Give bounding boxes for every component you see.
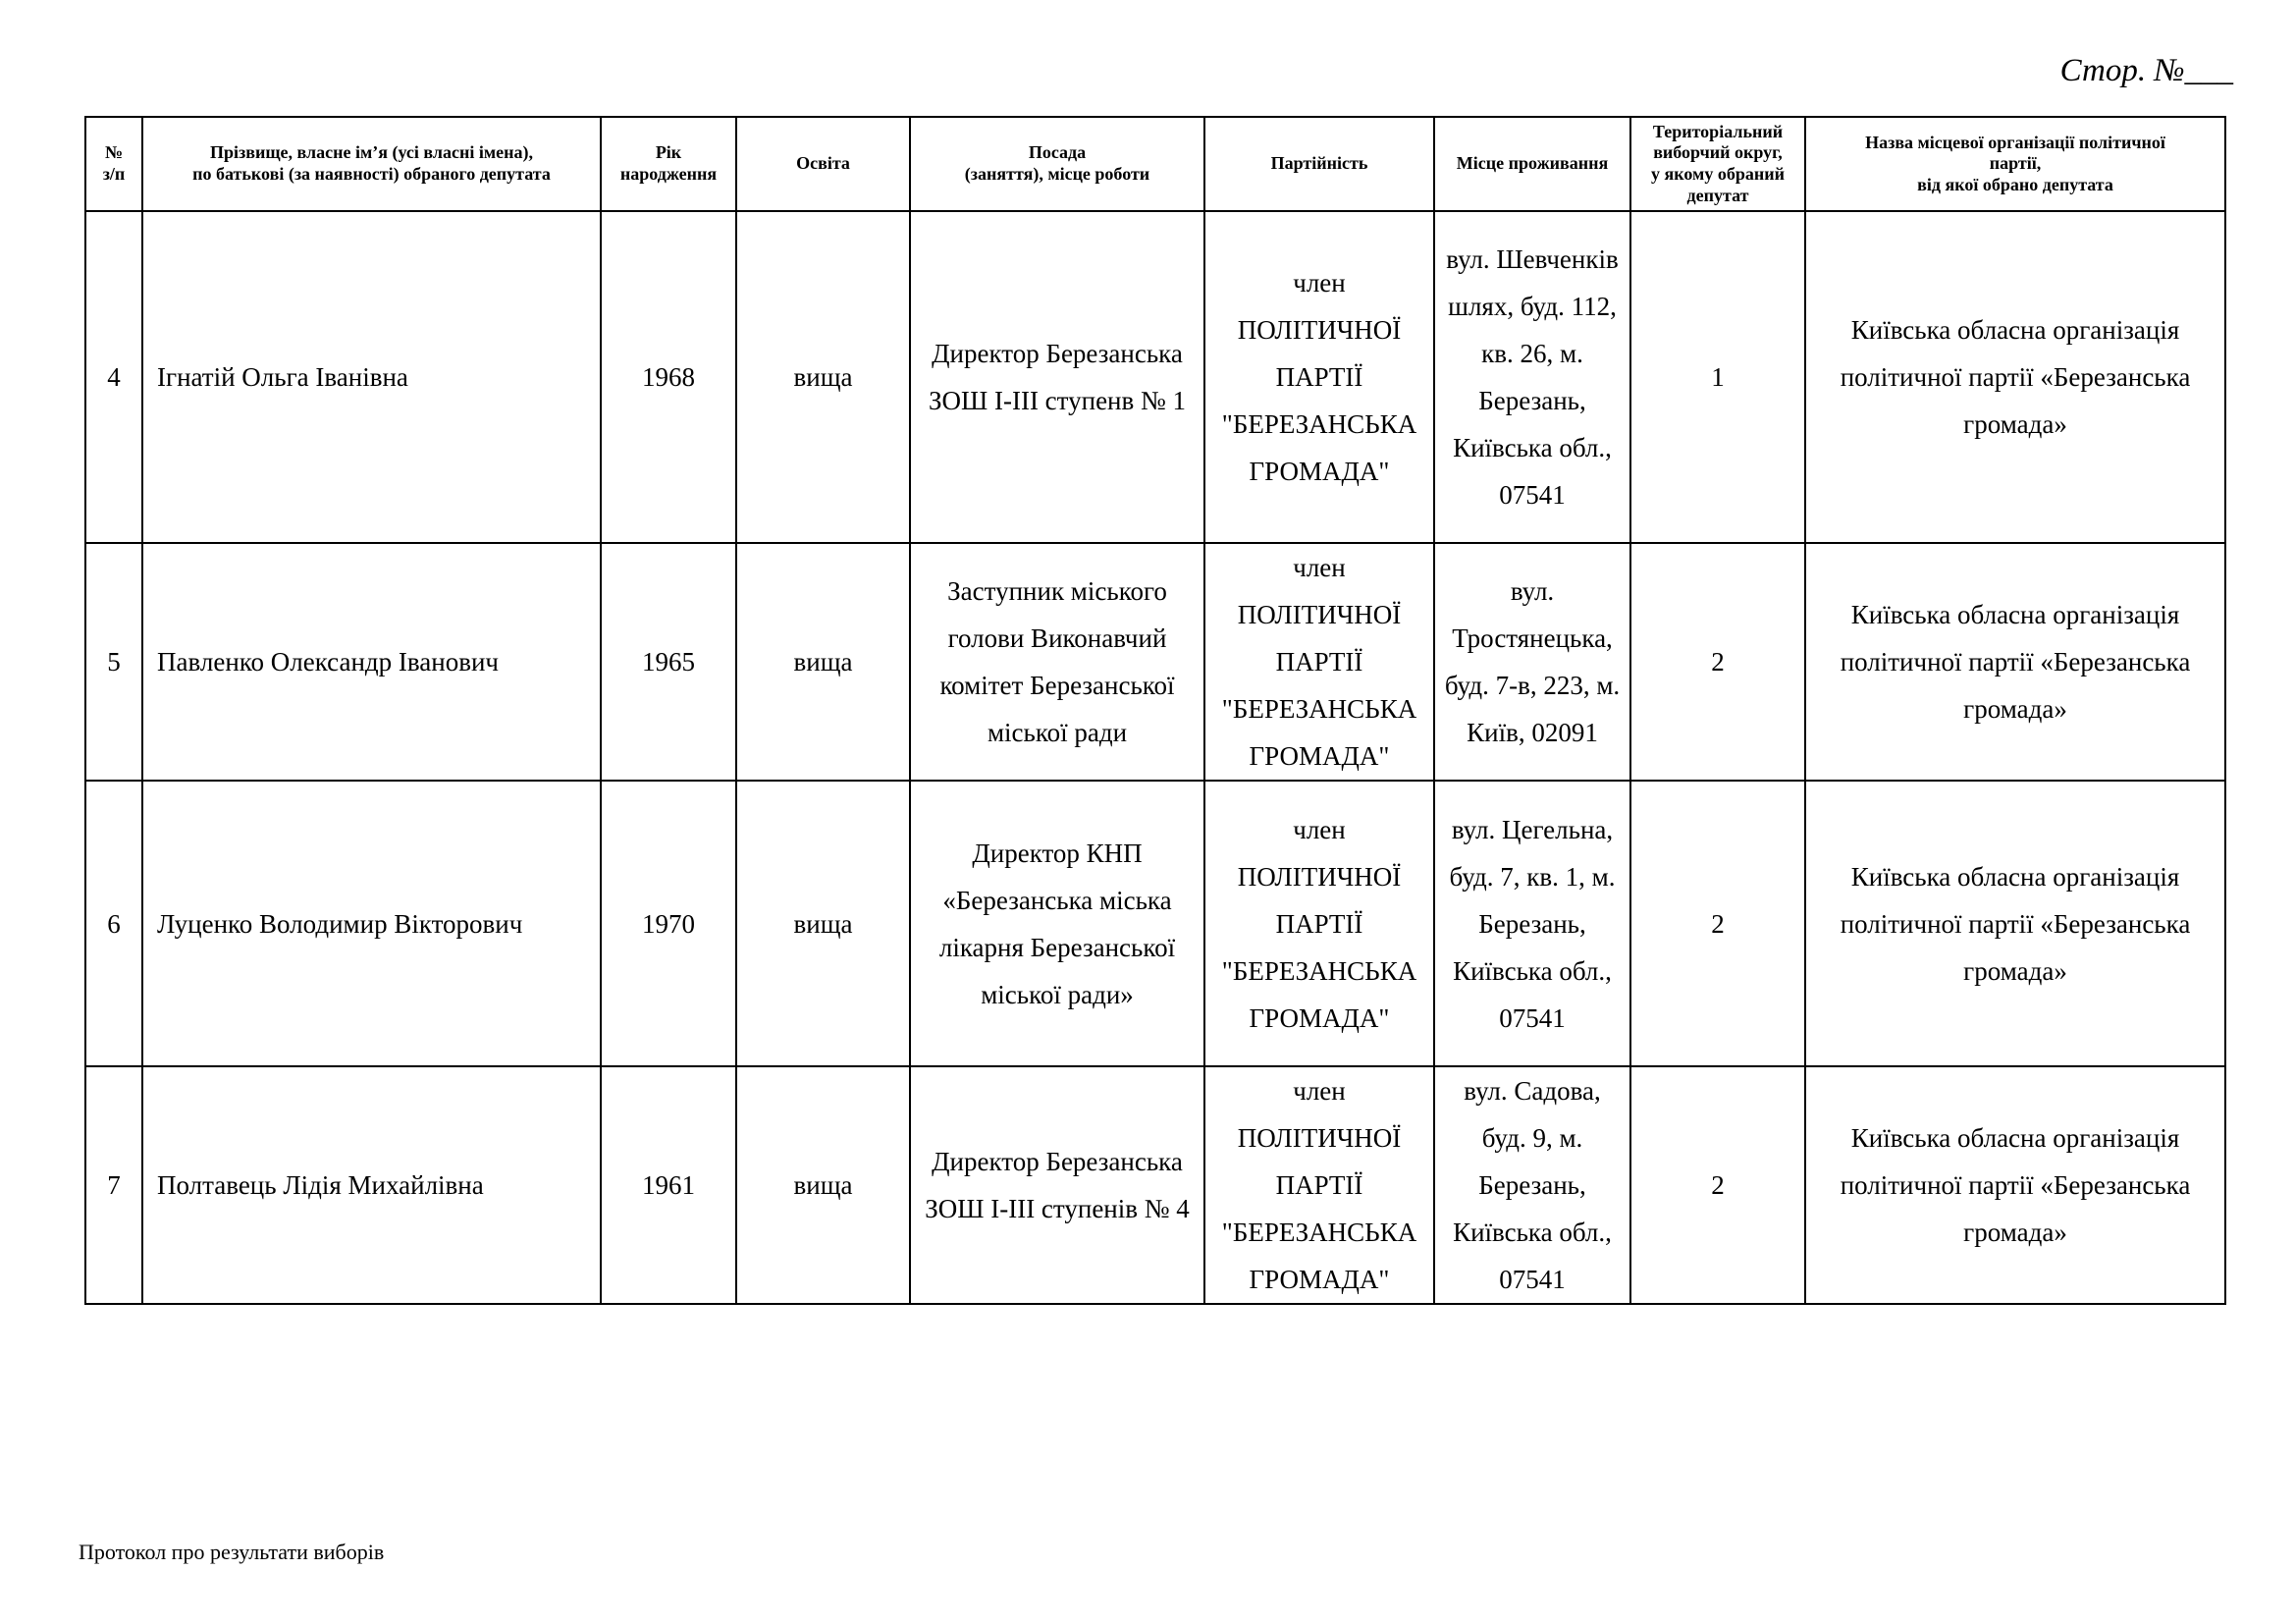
table-row — [85, 211, 2225, 543]
cell-education: вища — [736, 211, 910, 543]
header-address: Місце проживання — [1434, 117, 1630, 211]
header-district: Територіальний виборчий округ, у якому обраний депутат — [1630, 117, 1805, 211]
cell-organization: Київська обласна організація політичної партії «Березанська громада» — [1805, 543, 2225, 781]
page-number-label: Стор. №___ — [2059, 53, 2233, 88]
cell-full-name: Ігнатій Ольга Іванівна — [142, 211, 601, 543]
table-row — [85, 781, 2225, 1066]
cell-full-name: Полтавець Лідія Михайлівна — [142, 1066, 601, 1304]
cell-number: 7 — [85, 1066, 142, 1304]
cell-address: вул. Шевченків шлях, буд. 112, кв. 26, м. Березань, Київська обл., 07541 — [1434, 211, 1630, 543]
cell-full-name: Павленко Олександр Іванович — [142, 543, 601, 781]
header-birth-year: Рік народження — [601, 117, 736, 211]
cell-education: вища — [736, 1066, 910, 1304]
cell-birth-year: 1965 — [601, 543, 736, 781]
table-header-row — [85, 117, 2225, 211]
cell-district: 2 — [1630, 781, 1805, 1066]
cell-full-name: Луценко Володимир Вікторович — [142, 781, 601, 1066]
cell-position: Заступник міського голови Виконавчий комітет Березанської міської ради — [910, 543, 1204, 781]
cell-position: Директор Березанська ЗОШ І-ІІІ ступенв № 1 — [910, 211, 1204, 543]
cell-birth-year: 1970 — [601, 781, 736, 1066]
table-row — [85, 543, 2225, 781]
cell-number: 5 — [85, 543, 142, 781]
cell-party: член ПОЛІТИЧНОЇ ПАРТІЇ "БЕРЕЗАНСЬКА ГРОМАДА" — [1204, 211, 1434, 543]
cell-district: 2 — [1630, 1066, 1805, 1304]
cell-address: вул. Цегельна, буд. 7, кв. 1, м. Березань, Київська обл., 07541 — [1434, 781, 1630, 1066]
cell-education: вища — [736, 781, 910, 1066]
footer-protocol-label: Протокол про результати виборів — [79, 1540, 385, 1564]
header-full-name: Прізвище, власне ім’я (усі власні імена), по батькові (за наявності) обраного депутата — [142, 117, 601, 211]
cell-number: 6 — [85, 781, 142, 1066]
header-organization: Назва місцевої організації політичної партії, від якої обрано депутата — [1805, 117, 2225, 211]
cell-organization: Київська обласна організація політичної партії «Березанська громада» — [1805, 781, 2225, 1066]
cell-birth-year: 1961 — [601, 1066, 736, 1304]
cell-organization: Київська обласна організація політичної партії «Березанська громада» — [1805, 1066, 2225, 1304]
cell-party: член ПОЛІТИЧНОЇ ПАРТІЇ "БЕРЕЗАНСЬКА ГРОМАДА" — [1204, 1066, 1434, 1304]
cell-party: член ПОЛІТИЧНОЇ ПАРТІЇ "БЕРЕЗАНСЬКА ГРОМАДА" — [1204, 781, 1434, 1066]
cell-address: вул. Садова, буд. 9, м. Березань, Київська обл., 07541 — [1434, 1066, 1630, 1304]
table-row — [85, 1066, 2225, 1304]
elected-deputies-table — [84, 116, 2226, 1305]
cell-district: 1 — [1630, 211, 1805, 543]
cell-district: 2 — [1630, 543, 1805, 781]
cell-position: Директор Березанська ЗОШ І-ІІІ ступенів № 4 — [910, 1066, 1204, 1304]
cell-address: вул. Тростянецька, буд. 7-в, 223, м. Київ, 02091 — [1434, 543, 1630, 781]
cell-party: член ПОЛІТИЧНОЇ ПАРТІЇ "БЕРЕЗАНСЬКА ГРОМАДА" — [1204, 543, 1434, 781]
header-party: Партійність — [1204, 117, 1434, 211]
header-position: Посада (заняття), місце роботи — [910, 117, 1204, 211]
cell-organization: Київська обласна організація політичної партії «Березанська громада» — [1805, 211, 2225, 543]
header-education: Освіта — [736, 117, 910, 211]
cell-birth-year: 1968 — [601, 211, 736, 543]
cell-position: Директор КНП «Березанська міська лікарня Березанської міської ради» — [910, 781, 1204, 1066]
cell-number: 4 — [85, 211, 142, 543]
cell-education: вища — [736, 543, 910, 781]
header-number: № з/п — [85, 117, 142, 211]
